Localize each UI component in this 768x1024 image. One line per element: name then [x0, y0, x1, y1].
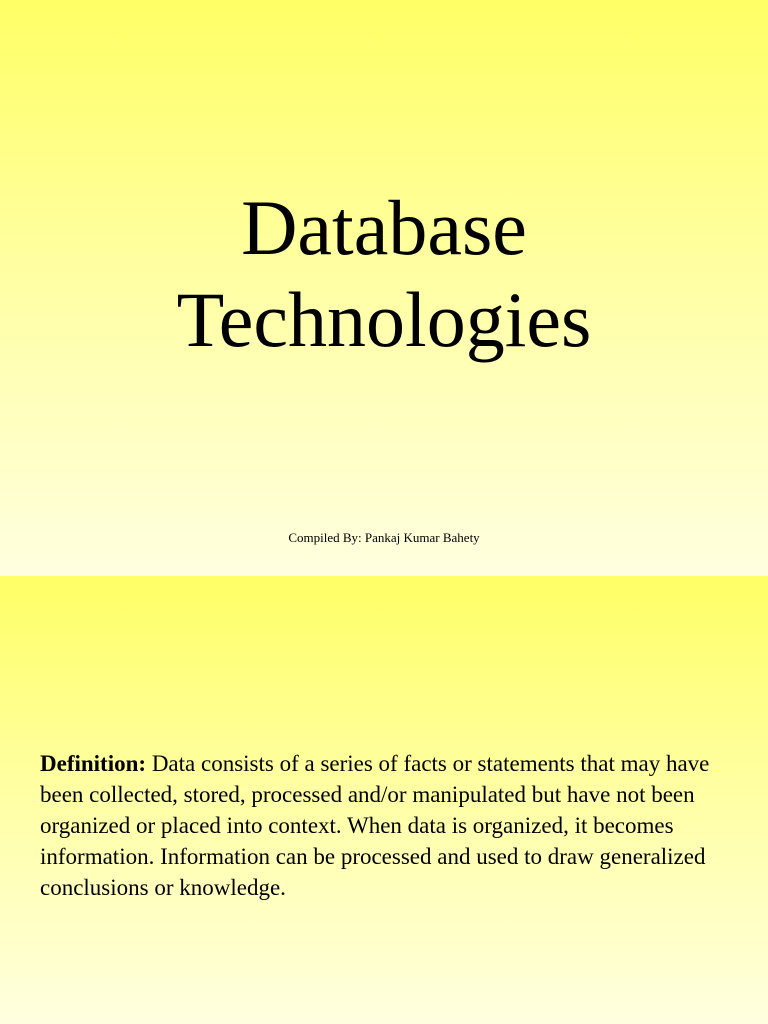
definition-paragraph: [40, 748, 740, 903]
title-line-1: Database: [241, 184, 527, 271]
author-credit: Compiled By: Pankaj Kumar Bahety: [288, 530, 480, 545]
title-line-2: Technologies: [176, 276, 592, 363]
slide-title: [0, 182, 768, 366]
definition-body: Data consists of a series of facts or statements that may have been collected, stored, processed and/or manipulated but have not been organized or placed into context. When data is organized, it becomes information. Information can be processed and used to draw generalized conclusions or knowledge.: [40, 751, 710, 900]
definition-slide: [0, 576, 768, 1024]
definition-term: Definition:: [40, 751, 147, 776]
